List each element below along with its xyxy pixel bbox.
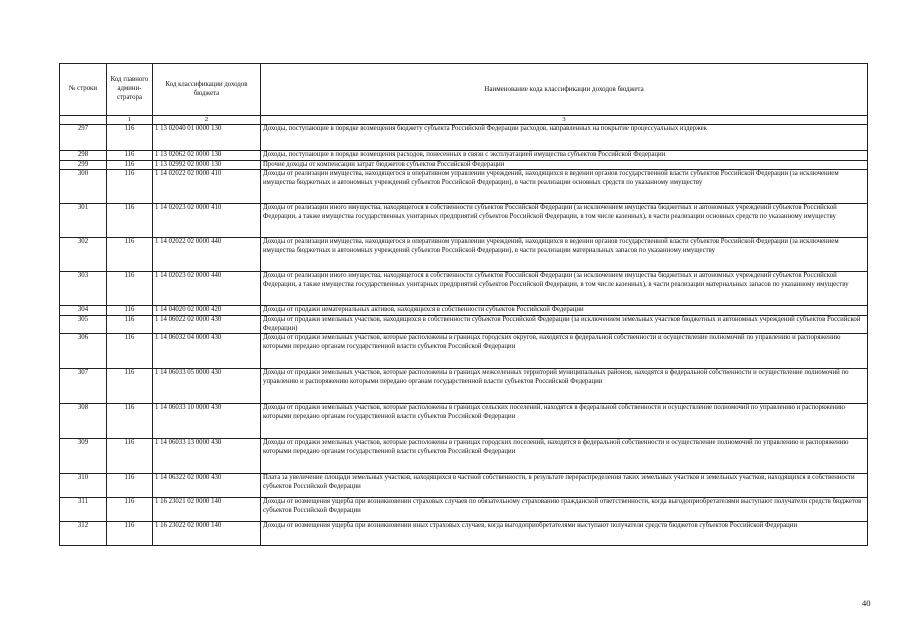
budget-classification-table bbox=[59, 63, 868, 546]
table-row bbox=[60, 334, 868, 369]
table-row bbox=[60, 474, 868, 498]
classification-code-cell: 1 14 02022 02 0000 440 bbox=[153, 238, 261, 272]
admin-code-cell: 116 bbox=[107, 151, 153, 161]
row-number-cell: 307 bbox=[60, 369, 107, 404]
classification-code-cell: 1 16 23022 02 0000 140 bbox=[153, 522, 261, 546]
table-row bbox=[60, 160, 868, 170]
admin-code-cell: 116 bbox=[107, 160, 153, 170]
classification-code-cell: 1 14 06033 10 0000 430 bbox=[153, 404, 261, 439]
classification-name-cell: Плата за увеличение площади земельных участков, находящихся в частной собственности, в результате перераспределения таких земельных участков и земельных участков, находящихся в собственности субъектов Российской Федерации bbox=[261, 474, 868, 498]
row-number-cell: 304 bbox=[60, 306, 107, 316]
classification-name-cell: Доходы от реализации имущества, находящегося в оперативном управлении учреждений, находящихся в ведении органов государственной власти субъектов Российской Федерации (за исключением имущества бюджетных и автономных учреждений субъектов Российской Федерации), в части реализации основных средств по указанному имуществу bbox=[261, 170, 868, 204]
admin-code-cell: 116 bbox=[107, 439, 153, 474]
column-number-0 bbox=[60, 116, 107, 125]
row-number-cell: 309 bbox=[60, 439, 107, 474]
table-row bbox=[60, 238, 868, 272]
table-header-row bbox=[60, 64, 868, 116]
classification-name-cell: Доходы, поступающие в порядке возмещения расходов, понесенных в связи с эксплуатацией имущества субъектов Российской Федерации bbox=[261, 151, 868, 161]
classification-code-cell: 1 14 06032 04 0000 430 bbox=[153, 334, 261, 369]
table-row bbox=[60, 404, 868, 439]
classification-name-cell: Доходы от продажи земельных участков, которые расположены в границах городских округов, находятся в федеральной собственности и осуществление полномочий по управлению и распоряжению которыми передано органам государственной власти субъектов Российской Федерации bbox=[261, 334, 868, 369]
row-number-cell: 303 bbox=[60, 272, 107, 306]
header-admin-code: Код главного админи-стратора bbox=[107, 64, 153, 116]
admin-code-cell: 116 bbox=[107, 498, 153, 522]
admin-code-cell: 116 bbox=[107, 238, 153, 272]
classification-code-cell: 1 14 02022 02 0000 410 bbox=[153, 170, 261, 204]
table-row bbox=[60, 439, 868, 474]
table-row bbox=[60, 306, 868, 316]
row-number-cell: 301 bbox=[60, 204, 107, 238]
column-number-2: 2 bbox=[153, 116, 261, 125]
classification-code-cell: 1 14 06322 02 0000 430 bbox=[153, 474, 261, 498]
table-row bbox=[60, 151, 868, 161]
classification-code-cell: 1 14 02023 02 0000 440 bbox=[153, 272, 261, 306]
table-body bbox=[60, 125, 868, 546]
admin-code-cell: 116 bbox=[107, 306, 153, 316]
classification-code-cell: 1 14 06033 05 0000 430 bbox=[153, 369, 261, 404]
admin-code-cell: 116 bbox=[107, 404, 153, 439]
row-number-cell: 298 bbox=[60, 151, 107, 161]
table-row bbox=[60, 125, 868, 151]
admin-code-cell: 116 bbox=[107, 125, 153, 151]
table-row bbox=[60, 522, 868, 546]
classification-code-cell: 1 13 02040 01 0000 130 bbox=[153, 125, 261, 151]
admin-code-cell: 116 bbox=[107, 369, 153, 404]
column-number-1: 1 bbox=[107, 116, 153, 125]
classification-code-cell: 1 13 02062 02 0000 130 bbox=[153, 151, 261, 161]
row-number-cell: 306 bbox=[60, 334, 107, 369]
admin-code-cell: 116 bbox=[107, 272, 153, 306]
classification-code-cell: 1 14 06033 13 0000 430 bbox=[153, 439, 261, 474]
column-number-row bbox=[60, 116, 868, 125]
classification-name-cell: Доходы от продажи нематериальных активов, находящихся в собственности субъектов Российской Федерации bbox=[261, 306, 868, 316]
admin-code-cell: 116 bbox=[107, 474, 153, 498]
classification-name-cell: Доходы от реализации иного имущества, находящегося в собственности субъектов Российской Федерации (за исключением имущества бюджетных и автономных учреждений субъектов Российской Федерации, а также имущества государственных унитарных предприятий субъектов Российской Федерации, в том числе казенных), в части реализации материальных запасов по указанному имуществу bbox=[261, 272, 868, 306]
classification-code-cell: 1 13 02992 02 0000 130 bbox=[153, 160, 261, 170]
classification-name-cell: Доходы от возмещения ущерба при возникновении иных страховых случаев, когда выгодоприобретателями выступают получатели средств бюджетов субъектов Российской Федерации bbox=[261, 522, 868, 546]
classification-name-cell: Доходы от возмещения ущерба при возникновении страховых случаев по обязательному страхованию гражданской ответственности, когда выгодоприобретателями выступают получатели средств бюджетов субъектов Российской Федерации bbox=[261, 498, 868, 522]
row-number-cell: 305 bbox=[60, 316, 107, 334]
table-row bbox=[60, 272, 868, 306]
row-number-cell: 308 bbox=[60, 404, 107, 439]
admin-code-cell: 116 bbox=[107, 316, 153, 334]
classification-name-cell: Доходы от реализации имущества, находящегося в оперативном управлении учреждений, находящихся в ведении органов государственной власти субъектов Российской Федерации (за исключением имущества бюджетных и автономных учреждений субъектов Российской Федерации), в части реализации материальных запасов по указанному имуществу bbox=[261, 238, 868, 272]
column-number-3: 3 bbox=[261, 116, 868, 125]
classification-name-cell: Доходы от продажи земельных участков, которые расположены в границах городских поселений, находятся в федеральной собственности и осуществление полномочий по управлению и распоряжению которыми передано органам государственной власти субъектов Российской Федерации bbox=[261, 439, 868, 474]
classification-name-cell: Доходы от продажи земельных участков, которые расположены в границах сельских поселений, находятся в федеральной собственности и осуществление полномочий по управлению и распоряжению которыми передано органам государственной власти субъектов Российской Федерации bbox=[261, 404, 868, 439]
page-number: 40 bbox=[862, 598, 871, 608]
row-number-cell: 297 bbox=[60, 125, 107, 151]
table-row bbox=[60, 204, 868, 238]
admin-code-cell: 116 bbox=[107, 334, 153, 369]
classification-code-cell: 1 16 23021 02 0000 140 bbox=[153, 498, 261, 522]
row-number-cell: 310 bbox=[60, 474, 107, 498]
header-class-code: Код классификации доходов бюджета bbox=[153, 64, 261, 116]
row-number-cell: 311 bbox=[60, 498, 107, 522]
classification-code-cell: 1 14 02023 02 0000 410 bbox=[153, 204, 261, 238]
classification-name-cell: Доходы от реализации иного имущества, находящегося в собственности субъектов Российской Федерации (за исключением имущества бюджетных и автономных учреждений субъектов Российской Федерации, а также имущества государственных унитарных предприятий субъектов Российской Федерации, в том числе казенных), в части реализации основных средств по указанному имуществу bbox=[261, 204, 868, 238]
row-number-cell: 302 bbox=[60, 238, 107, 272]
classification-name-cell: Доходы, поступающие в порядке возмещения бюджету субъекта Российской Федерации расходов, направленных на покрытие процессуальных издержек bbox=[261, 125, 868, 151]
header-name: Наименование кода классификации доходов бюджета bbox=[261, 64, 868, 116]
row-number-cell: 312 bbox=[60, 522, 107, 546]
row-number-cell: 300 bbox=[60, 170, 107, 204]
classification-name-cell: Прочие доходы от компенсации затрат бюджетов субъектов Российской Федерации bbox=[261, 160, 868, 170]
classification-code-cell: 1 14 04020 02 0000 420 bbox=[153, 306, 261, 316]
classification-code-cell: 1 14 06022 02 0000 430 bbox=[153, 316, 261, 334]
admin-code-cell: 116 bbox=[107, 170, 153, 204]
classification-name-cell: Доходы от продажи земельных участков, которые расположены в границах межселенных территорий муниципальных районов, находятся в федеральной собственности и осуществление полномочий по управлению и распоряжению которыми передано органам государственной власти субъектов Российской Федерации bbox=[261, 369, 868, 404]
row-number-cell: 299 bbox=[60, 160, 107, 170]
admin-code-cell: 116 bbox=[107, 204, 153, 238]
table-row bbox=[60, 498, 868, 522]
classification-name-cell: Доходы от продажи земельных участков, находящихся в собственности субъектов Российской Федерации (за исключением земельных участков бюджетных и автономных учреждений субъектов Российской Федерации) bbox=[261, 316, 868, 334]
table-row bbox=[60, 369, 868, 404]
admin-code-cell: 116 bbox=[107, 522, 153, 546]
table-row bbox=[60, 170, 868, 204]
budget-classification-table-sheet bbox=[59, 63, 867, 546]
header-row-no: № строки bbox=[60, 64, 107, 116]
table-row bbox=[60, 316, 868, 334]
